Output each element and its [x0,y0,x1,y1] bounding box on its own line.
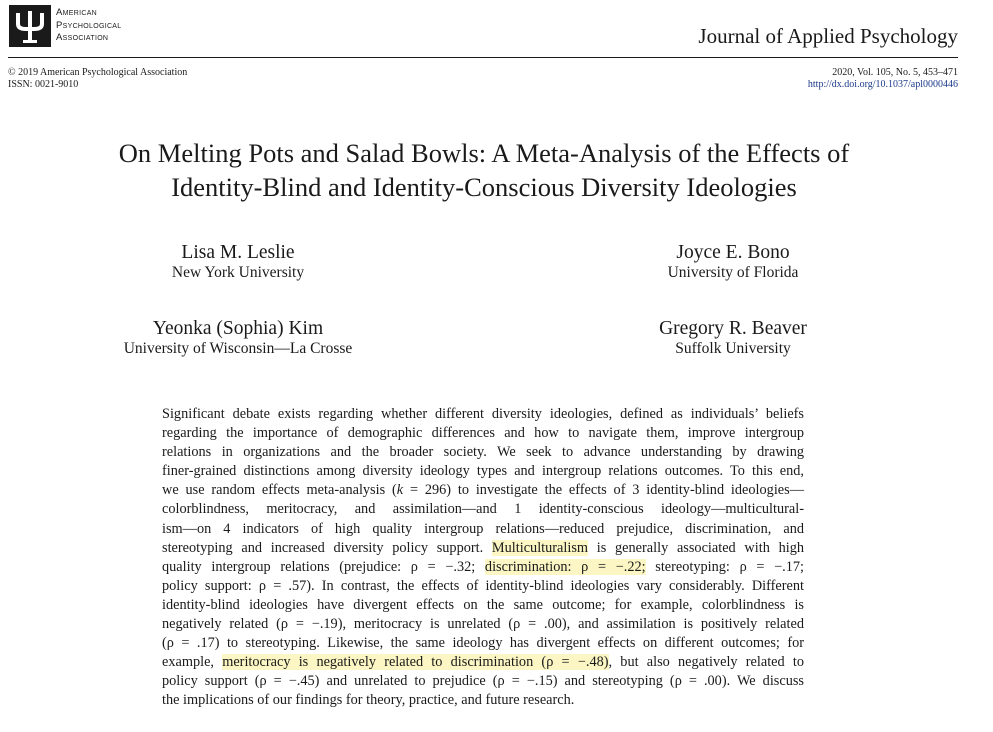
apa-logo [8,4,158,50]
title-line: On Melting Pots and Salad Bowls: A Meta-Analysis of the Effects of [118,138,850,168]
author-affiliation: University of Wisconsin—La Crosse [123,340,353,357]
abstract-line: Significant debate exists regarding whether different diversity ideologies, defined as individuals’ beliefs [162,406,804,422]
author-block [585,242,881,282]
abstract-text: quality intergroup relations (prejudice: ρ = −.32; [162,558,485,575]
publication-meta-left [8,67,187,90]
abstract-line: negatively related (ρ = −.19), meritocracy is unrelated (ρ = .00), and assimilation is positively related [162,616,804,633]
abstract-line [162,481,804,500]
publication-meta-right [808,67,958,90]
author-name: Lisa M. Leslie [181,242,295,263]
publisher-line: American [56,7,98,18]
author-block [90,318,386,358]
author-name: Joyce E. Bono [676,242,790,263]
abstract-text: = 296) to investigate the effects of 3 identity-blind ideologies— [403,482,804,499]
doi-link[interactable]: http://dx.doi.org/10.1037/apl0000446 [807,78,958,90]
highlight[interactable]: meritocracy is negatively related to discrimination (ρ = −.48) [222,654,609,671]
abstract-line: relations in organizations and the broader society. We seek to advance understanding by drawing [162,444,804,461]
issn: ISSN: 0021-9010 [8,78,79,90]
abstract-line [162,653,804,672]
abstract-line: identity-blind ideologies have divergent effects on the same outcome; for example, colorblindness is [162,596,804,613]
abstract-text: , but also negatively related to [608,654,804,671]
copyright: © 2019 American Psychological Association [8,67,188,78]
abstract [162,405,804,711]
apa-psi-icon [8,4,52,48]
abstract-line: the implications of our findings for theory, practice, and future research. [162,692,575,709]
publisher-line: Association [56,32,109,43]
abstract-text: example, [162,654,223,671]
abstract-line: regarding the importance of demographic differences and how to navigate them, improve intergroup [162,425,804,442]
author-name: Gregory R. Beaver [659,318,807,339]
header-rule [8,57,958,58]
author-block [90,242,386,282]
author-affiliation: New York University [171,264,305,281]
journal-name: Journal of Applied Psychology [698,24,958,48]
citation: 2020, Vol. 105, No. 5, 453–471 [832,67,958,78]
abstract-text: we use random effects meta-analysis ( [162,482,397,499]
abstract-line: policy support (ρ = −.45) and unrelated to prejudice (ρ = −.15) and stereotyping (ρ = .00). We discuss [162,673,804,690]
author-name: Yeonka (Sophia) Kim [152,318,324,339]
abstract-text: stereotyping and increased diversity policy support. [162,539,492,556]
k-symbol: k [396,482,404,499]
abstract-line [162,558,804,577]
publisher-line: Psychological [56,19,122,31]
abstract-line: policy support: ρ = .57). In contrast, the effects of identity-blind ideologies vary considerably. Different [162,577,804,594]
author-affiliation: University of Florida [667,264,799,281]
article-title [20,136,948,204]
abstract-line: ism—on 4 indicators of high quality intergroup relations—reduced prejudice, discrimination, and [162,520,804,537]
abstract-line: colorblindness, meritocracy, and assimilation—and 1 identity-conscious ideology—multicultural- [162,501,804,518]
author-affiliation: Suffolk University [675,340,791,357]
abstract-line [162,539,804,558]
publisher-wordmark [56,7,121,45]
abstract-text: stereotyping: ρ = −.17; [645,558,805,575]
abstract-line: finer-grained distinctions among diversity ideology types and intergroup relations outcomes. To this end, [162,463,804,480]
title-line: Identity-Blind and Identity-Conscious Diversity Ideologies [171,172,797,202]
abstract-text: is generally associated with high [588,539,804,556]
highlight[interactable]: discrimination: ρ = −.22; [484,558,646,575]
highlight[interactable]: Multiculturalism [491,539,589,556]
author-block [585,318,881,358]
abstract-line: (ρ = .17) to stereotyping. Likewise, the same ideology has divergent effects on different outcomes; for [162,635,804,652]
